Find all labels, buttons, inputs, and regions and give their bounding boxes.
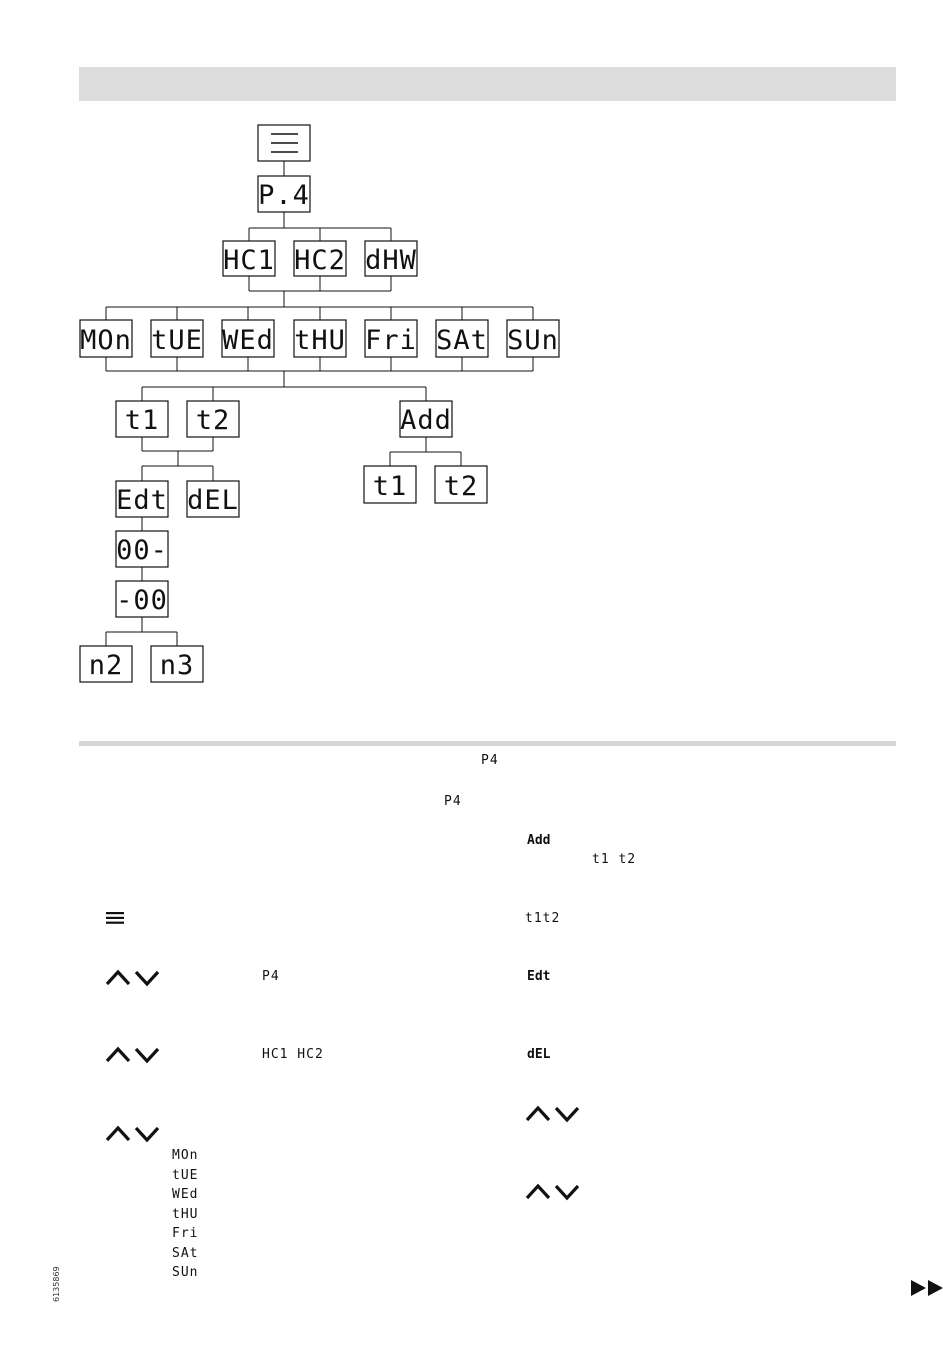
lcd-p4-a: P4: [481, 753, 499, 768]
tree-node-add-t1: [364, 466, 416, 503]
node-label: dHW: [365, 245, 417, 276]
tree-node-hc1: [223, 241, 275, 276]
lcd-del: dEL: [527, 1047, 551, 1062]
lcd-step3-circuits: HC1 HC2: [262, 1047, 324, 1062]
tree-node-add-t2: [435, 466, 487, 503]
day-item: tUE: [172, 1167, 199, 1183]
tree-node-t1: [116, 401, 168, 437]
day-item: tHU: [172, 1206, 199, 1222]
node-label: n3: [159, 650, 195, 681]
up-down-arrows-icon: [105, 1043, 161, 1065]
tree-node-root: [258, 125, 310, 161]
lcd-edt: Edt: [527, 969, 551, 984]
tree-node-n2: [80, 646, 132, 682]
day-item: MOn: [172, 1148, 199, 1163]
tree-node-wed: [222, 320, 274, 357]
tree-node-add: [400, 401, 452, 437]
tree-node-fri: [365, 320, 417, 357]
node-label: t2: [195, 405, 231, 436]
node-label: Add: [400, 405, 452, 436]
node-label: n2: [88, 650, 124, 681]
lcd-step2-p4: P4: [262, 969, 280, 984]
node-label: P.4: [258, 180, 310, 211]
node-label: HC2: [294, 245, 346, 276]
tree-connectors: [106, 161, 533, 646]
tree-node-start: [116, 531, 168, 567]
tree-node-end: [116, 581, 168, 617]
lcd-add-periods: t1 t2: [592, 852, 637, 867]
node-label: t1: [124, 405, 160, 436]
lcd-t1t2: t1t2: [525, 911, 561, 926]
node-label: HC1: [223, 245, 275, 276]
node-label: SUn: [507, 325, 559, 356]
tree-node-del: [187, 481, 239, 517]
up-down-arrows-icon: [105, 1122, 161, 1144]
node-label: tHU: [294, 325, 346, 356]
node-label: tUE: [151, 325, 203, 356]
tree-node-sun: [507, 320, 559, 357]
node-label: dEL: [187, 485, 239, 516]
lcd-add: Add: [527, 833, 551, 848]
lcd-p4-b: P4: [444, 794, 462, 809]
node-label: t1: [372, 471, 408, 502]
up-down-arrows-icon: [105, 966, 161, 988]
node-label: WEd: [222, 325, 274, 356]
node-label: Fri: [365, 325, 417, 356]
node-label: 00-: [116, 535, 168, 566]
tree-node-t2: [187, 401, 239, 437]
day-item: Fri: [172, 1226, 199, 1241]
day-item: WEd: [172, 1187, 199, 1202]
day-item: SAt: [172, 1245, 199, 1261]
node-label: MOn: [80, 325, 132, 356]
node-label: t2: [443, 471, 479, 502]
tree-node-hc2: [294, 241, 346, 276]
up-down-arrows-icon: [525, 1180, 581, 1202]
node-label: Edt: [116, 485, 168, 516]
document-number: 6135869: [52, 1266, 61, 1302]
node-label: -00: [116, 585, 168, 616]
tree-node-edt: [116, 481, 168, 517]
section-divider: [79, 741, 896, 746]
tree-node-thu: [294, 320, 346, 357]
day-item: SUn: [172, 1265, 199, 1280]
tree-node-sat: [436, 320, 488, 357]
tree-node-dhw: [365, 241, 417, 276]
tree-node-n3: [151, 646, 203, 682]
tree-node-p4: [258, 176, 310, 212]
tree-node-mon: [80, 320, 132, 357]
day-list: [172, 1146, 198, 1283]
node-label: SAt: [436, 325, 488, 356]
menu-icon: [106, 911, 124, 925]
next-page-icon[interactable]: [911, 1280, 945, 1296]
tree-node-tue: [151, 320, 203, 357]
up-down-arrows-icon: [525, 1102, 581, 1124]
